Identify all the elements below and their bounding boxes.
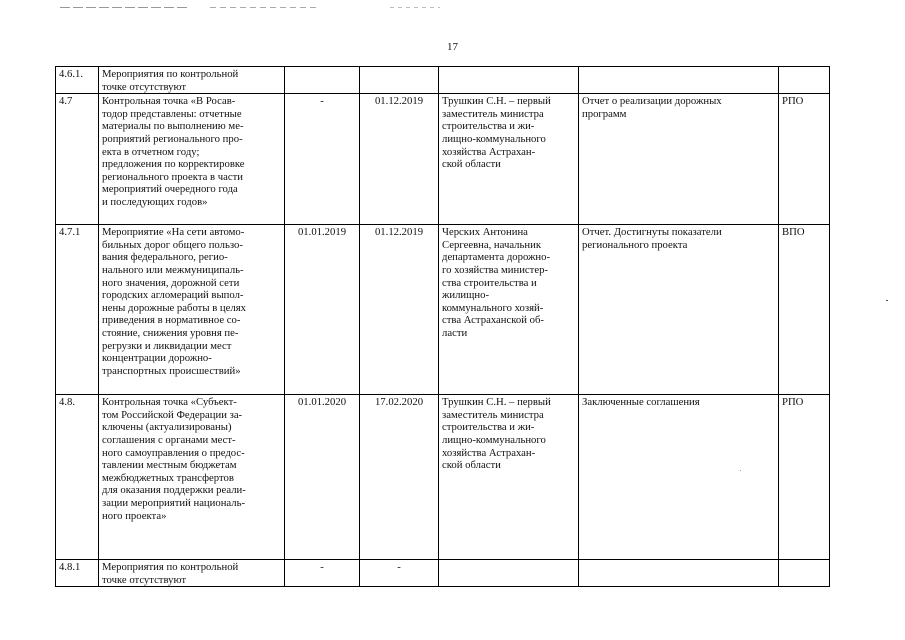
responsible-person: Черских Антонина Сергеевна, начальник департамента дорожно- го хозяйства министер- ства строительства и жилищно- коммунального хозяй- ства Астраханской об- ласти [442,226,551,339]
result-cell [579,94,779,225]
start-date-cell [285,560,360,587]
start-date: 01.01.2020 [297,396,347,409]
start-date: 01.01.2019 [297,226,347,239]
control-level: РПО [782,95,804,108]
row-number: 4.8.1 [59,561,81,574]
row-number-cell [56,94,99,225]
level-cell [779,67,830,94]
row-description: Контрольная точка «Субъект- том Российской Федерации за- ключены (актуализированы) соглашения с органами мест- ного самоуправления о предос- тавлении местным бюджетам межбюджетных трансфертов для оказания поддержки реали- зации мероприятий националь- ного проекта» [102,396,246,522]
table-row [56,395,830,560]
row-description: Мероприятия по контрольной точке отсутствуют [102,68,239,93]
scan-header-remnant [60,6,440,9]
row-number-cell [56,67,99,94]
row-number: 4.7.1 [59,226,81,239]
description-cell [99,225,285,395]
responsible-cell [439,94,579,225]
row-number-cell [56,560,99,587]
row-number: 4.7 [59,95,73,108]
row-number: 4.8. [59,396,76,409]
level-cell [779,225,830,395]
end-date-cell [360,395,439,560]
row-number: 4.6.1. [59,68,84,80]
scan-speck [740,470,741,471]
end-date: 01.12.2019 [374,226,424,239]
end-date-cell [360,94,439,225]
start-date-cell [285,67,360,94]
result-description: Отчет. Достигнуты показатели регионального проекта [582,226,722,251]
level-cell [779,560,830,587]
responsible-cell [439,225,579,395]
row-number-cell [56,225,99,395]
description-cell [99,67,285,94]
result-cell [579,67,779,94]
table-row [56,560,830,587]
control-points-table [55,66,830,587]
start-date: - [320,95,324,108]
responsible-cell [439,560,579,587]
end-date: - [397,561,401,574]
end-date-cell [360,225,439,395]
responsible-cell [439,67,579,94]
end-date: 17.02.2020 [374,396,424,409]
start-date-cell [285,395,360,560]
level-cell [779,395,830,560]
result-description: Заключенные соглашения [582,396,700,409]
page-number: 17 [447,41,458,53]
end-date: 01.12.2019 [374,95,424,108]
description-cell [99,560,285,587]
description-cell [99,94,285,225]
control-level: ВПО [782,226,805,239]
responsible-person: Трушкин С.Н. – первый заместитель министра строительства и жи- лищно-коммунального хозяйства Астрахан- ской области [442,396,551,472]
result-cell [579,395,779,560]
responsible-cell [439,395,579,560]
result-cell [579,225,779,395]
table-row [56,225,830,395]
row-number-cell [56,395,99,560]
row-description: Мероприятие «На сети автомо- бильных дорог общего пользо- вания федерального, регио- нального или межмуниципаль- ного значения, дорожной сети городских агломераций выпол- нены дорожные работы в целях приведения в нормативное со- стояние, снижения уровня пе- регрузки и ликвидации мест концентрации дорожно- транспортных происшествий» [102,226,246,377]
row-description: Мероприятия по контрольной точке отсутствуют [102,561,239,586]
table-row [56,94,830,225]
end-date-cell [360,67,439,94]
level-cell [779,94,830,225]
end-date-cell [360,560,439,587]
start-date: - [320,561,324,574]
table-row [56,67,830,94]
description-cell [99,395,285,560]
responsible-person: Трушкин С.Н. – первый заместитель министра строительства и жи- лищно-коммунального хозяйства Астрахан- ской области [442,95,551,171]
start-date-cell [285,225,360,395]
result-cell [579,560,779,587]
result-description: Отчет о реализации дорожных программ [582,95,722,120]
start-date-cell [285,94,360,225]
scan-speck [886,300,888,301]
row-description: Контрольная точка «В Росав- тодор представлены: отчетные материалы по выполнению ме- роприятий регионального про- екта в отчетном году; предложения по корректировке регионального проекта в части мероприятий очередного года и последующих годов» [102,95,245,208]
control-level: РПО [782,396,804,409]
